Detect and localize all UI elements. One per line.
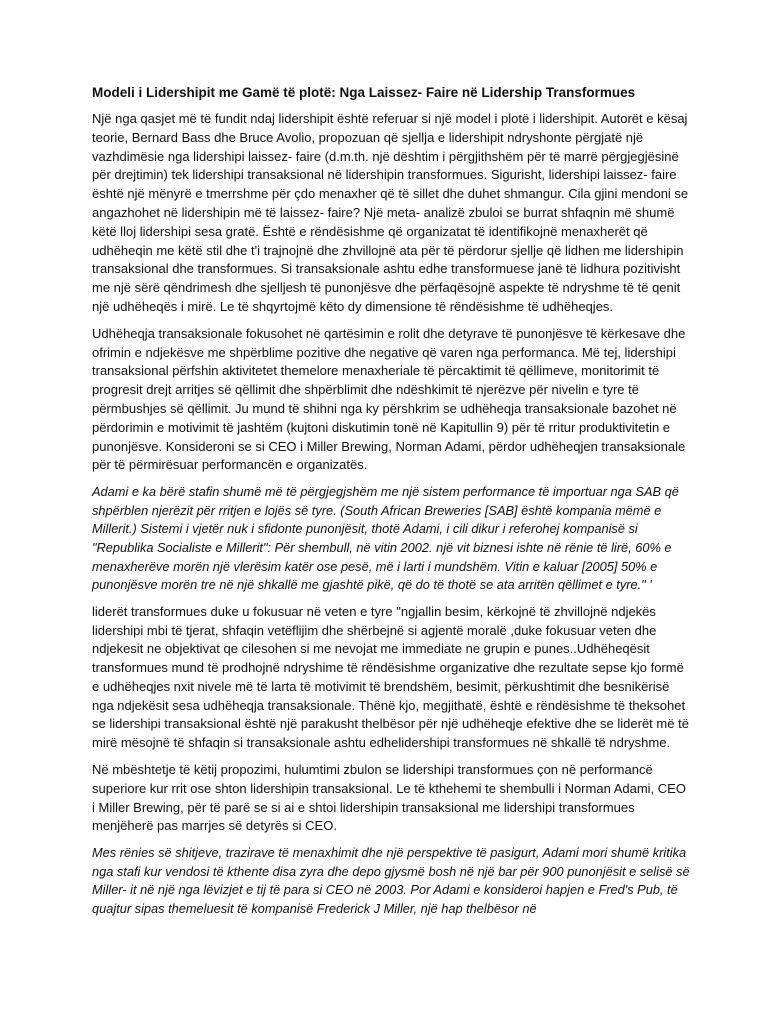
paragraph-transactional-leadership: Udhëheqja transaksionale fokusohet në qartësimin e rolit dhe detyrave të punonjësve të kërkesave dhe ofrimin e ndjekësve me shpërblime pozitive dhe negative që varen nga performanca. Më tej, lidershipi transaksional përfshin aktivitetet themelore menaxheriale të përcaktimit të qëllimeve, monitorimit të progresit drejt arritjes së qëllimit dhe shpërblimit dhe ndëshkimit të njerëzve për nivelin e tyre të përmbushjes së qëllimit. Ju mund të shihni nga ky përshkrim se udhëheqja transaksionale bazohet në përdorimin e motivimit të jashtëm (kujtoni diskutimin tonë në Kapitullin 9) për të rritur produktivitetin e punonjësve. Konsideroni se si CEO i Miller Brewing, Norman Adami, përdor udhëheqjen transaksionale për të përmirësuar performancën e organizatës. <box>92 325 686 473</box>
quote-adami-performance-system: Adami e ka bërë stafin shumë më të përgjegjshëm me një sistem performance të importuar nga SAB që shpërblen njerëzit për rritjen e lojës së tyre. (South African Breweries [SAB] është kompania mëmë e Millerit.) Sistemi i vjetër nuk i sfidonte punonjësit, thotë Adami, i cili dikur i referohej kompanisë si "Republika Socialiste e Millerit": Për shembull, në vitin 2002. një vit biznesi ishte në rënie të lirë, 60% e menaxherëve morën një vlerësim katër ose pesë, më i larti i mundshëm. Vitin e kaluar [2005] 50% e punonjësve morën tre në një shkallë me gjashtë pikë, që do të thotë se ata arritën qëllimet e tyre." ' <box>92 484 679 593</box>
paragraph-transformational-leaders: liderët transformues duke u fokusuar në veten e tyre "ngjallin besim, kërkojnë të zhvillojnë ndjekës lidershipi mbi të tjerat, shfaqin vetëflijim dhe shërbejnë si agjentë moralë ,duke fokusuar veten dhe ndjekesit ne objektivat qe cilesohen si me nevojat me immediate ne grupin e punes..Udhëheqësit transformues mund të prodhojnë ndryshime të rëndësishme organizative dhe rezultate sepse kjo formë e udhëheqjes nxit nivele më të larta të motivimit të brendshëm, besimit, përkushtimit dhe besnikërisë nga ndjekësit sesa udhëheqja transaksionale. Thënë kjo, megjithatë, është e rëndësishme të theksohet se lidershipi transaksional është një parakusht thelbësor për një udhëheqje efektive dhe se liderët më të mirë mësojnë të shfaqin si transaksionale ashtu edhelidershipi transformues në shkallë të ndryshme. <box>92 603 689 751</box>
quote-adami-freds-pub: Mes rënies së shitjeve, trazirave të menaxhimit dhe një perspektive të pasigurt, Adami mori shumë kritika nga stafi kur vendosi të kthente disa zyra dhe depo gjysmë bosh në një bar për 900 punonjësit e selisë së Miller- it në një nga lëvizjet e tij të para si CEO në 2003. Por Adami e konsideroi hapjen e Fred's Pub, të quajtur sipas themeluesit të kompanisë Frederick J Miller, një hap thelbësor në <box>92 845 690 917</box>
document-title: Modeli i Lidershipit me Gamë të plotë: Nga Laissez- Faire në Lidership Transformues <box>92 85 636 100</box>
document-page <box>92 84 692 927</box>
paragraph-full-range-model: Një nga qasjet më të fundit ndaj lidershipit është referuar si një model i plotë i lidershipit. Autorët e kësaj teorie, Bernard Bass dhe Bruce Avolio, propozuan që sjellja e lidershipit ndryshonte përgjatë një vazhdimësie nga lidershipi laissez- faire (d.m.th. një dështim i përgjithshëm për të marrë përgjegjësinë për drejtimin) tek lidershipi transaksional në lidershipin transformues. Sigurisht, lidershipi laissez- faire është një mënyrë e tmerrshme për çdo menaxher që të sillet dhe duhet shmangur. Cila gjini mendoni se angazhohet në lidershipin më të laissez- faire? Një meta- analizë zbuloi se burrat shfaqnin më shumë këtë lloj lidershipi sesa gratë. Është e rëndësishme që organizatat të identifikojnë menaxherët që udhëheqin me këtë stil dhe t'i trajnojnë dhe zhvillojnë ata për të përdorur sjellje që lidhen me lidershipin transaksional dhe transformues. Si transaksionale ashtu edhe transformuese janë të lidhura pozitivisht me një sërë qëndrimesh dhe sjelljesh të punonjësve dhe përfaqësojnë aspekte të ndryshme të të qenit një udhëheqës i mirë. Le të shqyrtojmë këto dy dimensione të rëndësishme të udhëheqjes. <box>92 111 689 314</box>
paragraph-research-support: Në mbështetje të këtij propozimi, hulumtimi zbulon se lidershipi transformues çon në performancë superiore kur rrit ose shton lidershipin transaksional. Le të kthehemi te shembulli i Norman Adami, CEO i Miller Brewing, për të parë se si ai e shtoi lidershipin transaksional me lidershipi transformues menjëherë pas marrjes së detyrës si CEO. <box>92 762 686 834</box>
